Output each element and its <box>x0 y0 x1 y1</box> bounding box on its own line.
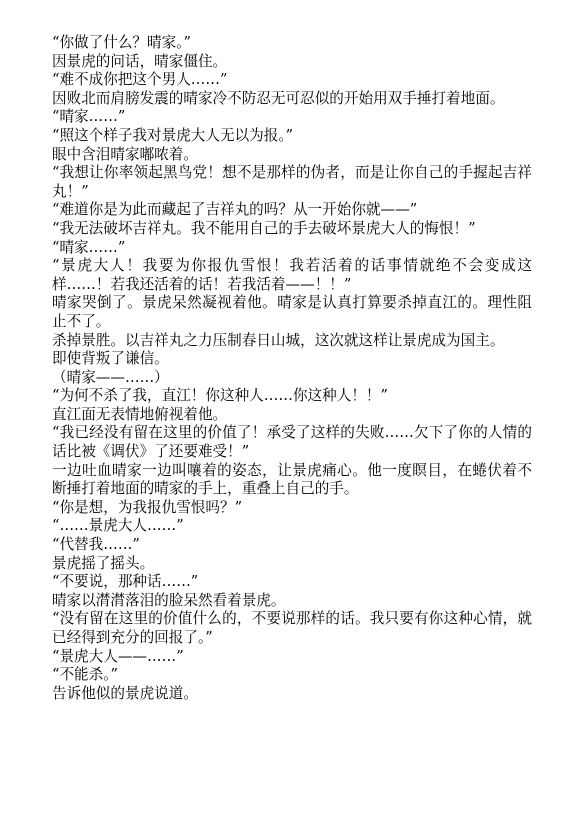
paragraph: “景虎大人——……” <box>52 647 184 665</box>
paragraph: “晴家……” <box>52 238 126 256</box>
paragraph: “我想让你率领起黑鸟党！想不是那样的伪者，而是让你自己的手握起吉祥丸！” <box>52 164 532 200</box>
paragraph: “你做了什么？晴家。” <box>52 34 191 51</box>
paragraph: “……景虎大人……” <box>52 517 184 535</box>
paragraph: 晴家哭倒了。景虎呆然凝视着他。晴家是认真打算要杀掉直江的。理性阻止不了。 <box>52 294 532 330</box>
paragraph: 眼中含泪晴家嘟哝着。 <box>52 145 198 163</box>
paragraph: 直江面无表情地俯视着他。 <box>52 405 228 423</box>
paragraph: （晴家——……） <box>52 368 169 386</box>
document-page <box>52 34 532 703</box>
paragraph: “晴家……” <box>52 108 126 126</box>
paragraph: “不能杀。” <box>52 666 118 684</box>
paragraph: 晴家以潸潸落泪的脸呆然看着景虎。 <box>52 591 286 609</box>
paragraph: “难不成你把这个男人……” <box>52 71 228 89</box>
paragraph: 因败北而肩膀发震的晴家冷不防忍无可忍似的开始用双手捶打着地面。 <box>52 89 505 107</box>
paragraph: “难道你是为此而藏起了吉祥丸的吗？从一开始你就——” <box>52 201 418 219</box>
paragraph: 一边吐血晴家一边叫嚷着的姿态，让景虎痛心。他一度瞑目，在蜷伏着不断捶打着地面的晴家的手上，重叠上自己的手。 <box>52 461 532 498</box>
paragraph: “没有留在这里的价值什么的，不要说那样的话。我只要有你这种心情，就已经得到充分的回报了。” <box>52 610 532 646</box>
paragraph: 即使背叛了谦信。 <box>52 350 169 368</box>
paragraph: “你是想，为我报仇雪恨吗？” <box>52 498 243 516</box>
paragraph: 景虎摇了摇头。 <box>52 554 155 572</box>
paragraph: 因景虎的问话，晴家僵住。 <box>52 52 228 70</box>
paragraph: “景虎大人！我要为你报仇雪恨！我若活着的话事情就绝不会变成这样……！若我还活着的话！若我活着——！！” <box>52 257 532 293</box>
paragraph: 告诉他似的景虎说道。 <box>52 684 198 702</box>
paragraph: “照这个样子我对景虎大人无以为报。” <box>52 126 294 144</box>
paragraph: “我已经没有留在这里的价值了！承受了这样的失败……欠下了你的人情的话比被《调伏》了还要难受！” <box>52 424 532 461</box>
paragraph: “为何不杀了我，直江！你这种人……你这种人！！” <box>52 387 388 405</box>
paragraph: “我无法破坏吉祥丸。我不能用自己的手去破坏景虎大人的悔恨！” <box>52 219 476 237</box>
paragraph: “代替我……” <box>52 536 140 554</box>
paragraph: 杀掉景胜。以吉祥丸之力压制春日山城，这次就这样让景虎成为国主。 <box>52 331 505 349</box>
paragraph: “不要说，那种话……” <box>52 573 199 591</box>
